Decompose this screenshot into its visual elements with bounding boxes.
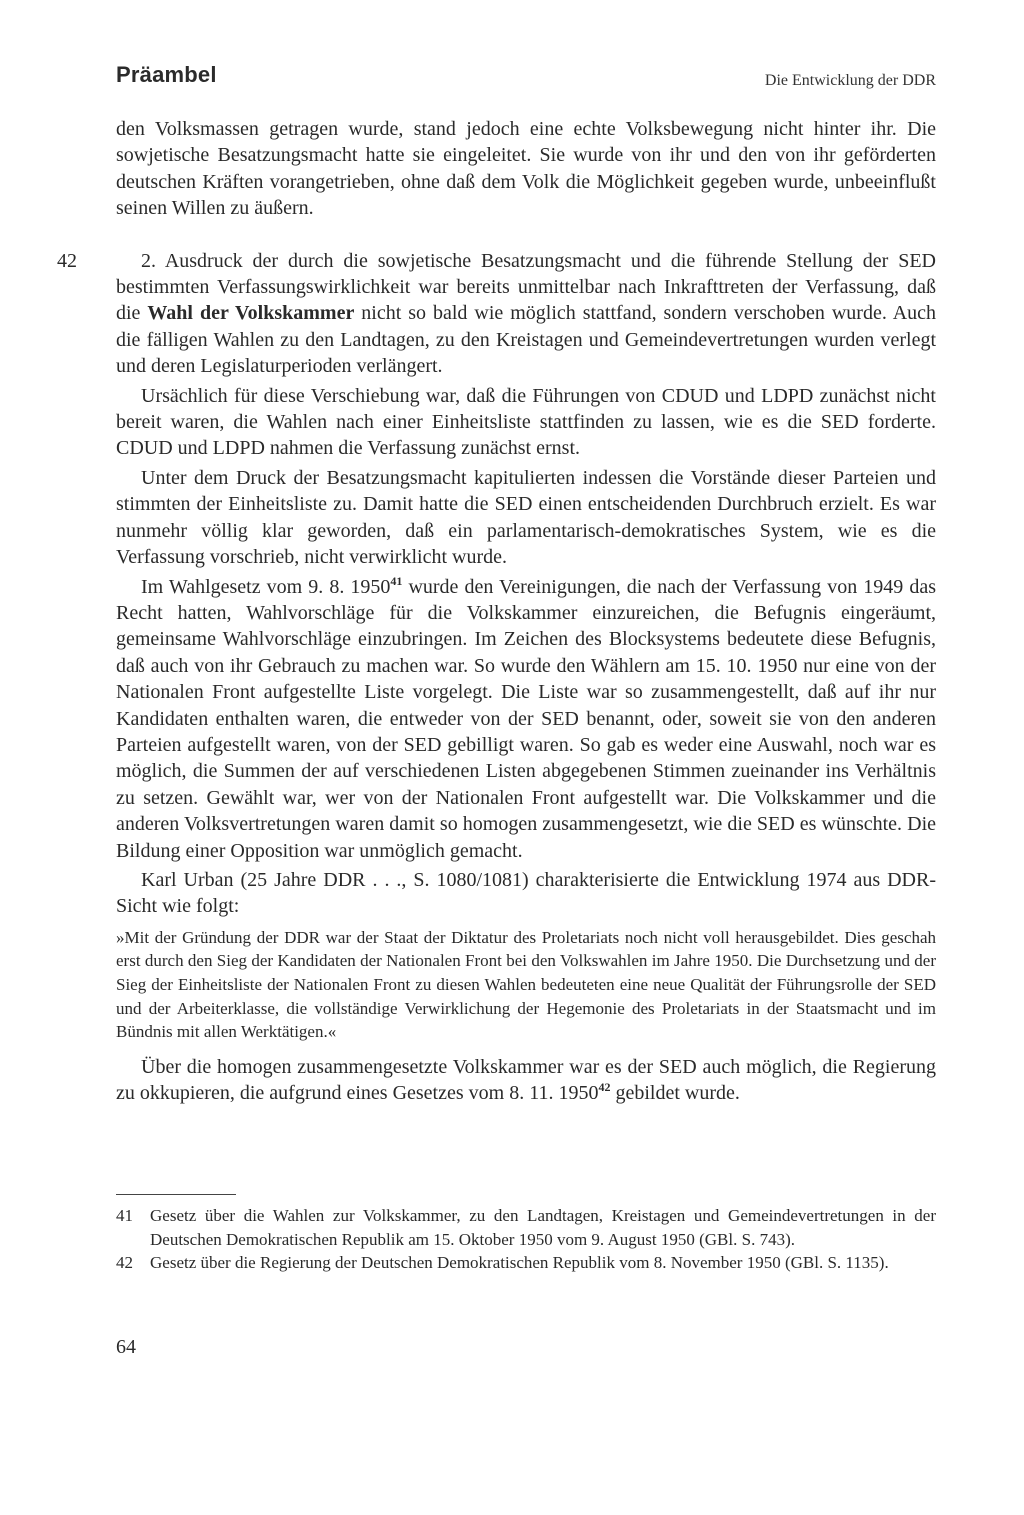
main-text xyxy=(57,116,937,1107)
page-header xyxy=(116,62,936,92)
running-title: Die Entwicklung der DDR xyxy=(764,72,936,89)
footnote-divider xyxy=(116,1194,236,1195)
keyword-wahl-der-volkskammer: Wahl der Volkskammer xyxy=(147,302,355,325)
footnote-41 xyxy=(116,1204,936,1251)
footnote-text: Gesetz über die Regierung der Deutschen Demokratischen Republik vom 8. November 1950 (GBl. S. 1135). xyxy=(150,1253,889,1272)
paragraph-wahlgesetz xyxy=(116,574,936,864)
footnote-42 xyxy=(116,1251,936,1275)
footnotes xyxy=(116,1204,936,1275)
paragraph-karl-urban: Karl Urban (25 Jahre DDR . . ., S. 1080/1081) charakterisierte die Entwicklung 1974 aus DDR-Sicht wie folgt: xyxy=(116,868,936,918)
paragraph-regierung-end: gebildet wurde. xyxy=(610,1082,740,1105)
footnote-ref-42[interactable]: 42 xyxy=(598,1080,611,1095)
paragraph-continuation: den Volksmassen getragen wurde, stand jedoch eine echte Volksbewegung nicht hinter ihr. Die sowjetische Besatzungsmacht hatte sie eingeleitet. Sie wurde von ihr und den von ihr geförderten deutschen Kräften vorangetrieben, ohne daß dem Volk die Möglichkeit gegeben wurde, unbeeinflußt seinen Willen zu äußern. xyxy=(116,118,936,220)
paragraph-42-end: nicht so bald wie möglich stattfand, sondern verschoben wurde. Auch die fälligen Wahlen zu den Landtagen, zu den Kreistagen und Gemeindevertretungen wurden verlegt und deren Legislaturperioden verlängert. xyxy=(116,302,937,378)
paragraph-42-start: 2. Ausdruck der durch die sowjetische Besatzungsmacht und die führende Stellung der SED bestimmten Verfassungswirklichkeit war bereits unmittelbar nach Inkrafttreten der Verfassung, daß die xyxy=(116,249,936,325)
paragraph-42 xyxy=(57,248,937,380)
paragraph-regierung-start: Über die homogen zusammengesetzte Volkskammer war es der SED auch möglich, die Regierung zu okkupieren, die aufgrund eines Gesetzes vom 8. 11. 1950 xyxy=(116,1055,936,1105)
paragraph-regierung xyxy=(116,1054,936,1107)
paragraph-wahlgesetz-start: Im Wahlgesetz vom 9. 8. 1950 xyxy=(141,575,391,598)
footnote-number: 42 xyxy=(116,1253,133,1272)
margin-number: 42 xyxy=(57,249,77,272)
footnote-ref-41[interactable]: 41 xyxy=(390,573,403,588)
footnote-number: 41 xyxy=(116,1206,133,1225)
section-title: Präambel xyxy=(116,62,217,87)
paragraph-ursaechlich: Ursächlich für diese Verschiebung war, daß die Führungen von CDUD und LDPD zunächst nicht bereit waren, die Wahlen nach einer Einheitsliste stattfinden zu lassen, wie es die SED forderte. CDUD und LDPD nahmen die Verfassung zunächst ernst. xyxy=(116,384,936,460)
footnote-text: Gesetz über die Wahlen zur Volkskammer, zu den Landtagen, Kreistagen und Gemeindevertretungen in der Deutschen Demokratischen Republik am 15. Oktober 1950 vom 9. August 1950 (GBl. S. 743). xyxy=(150,1206,936,1249)
paragraph-wahlgesetz-end: wurde den Vereinigungen, die nach der Verfassung von 1949 das Recht hatten, Wahlvorschläge für die Volkskammer einzureichen, die Befugnis eingeräumt, gemeinsame Wahlvorschläge einzubringen. Im Zeichen des Blocksystems bedeutete diese Befugnis, daß auch von ihr Gebrauch zu machen war. So wurde den Wählern am 15. 10. 1950 nur eine von der Nationalen Front aufgestellte Liste vorgelegt. Die Liste war so zusammengestellt, daß auf ihr nur Kandidaten enthalten waren, die entweder von der SED benannt, oder, soweit sie von den anderen Parteien aufgestellt waren, von der SED gebilligt waren. So gab es weder eine Auswahl, noch war es möglich, die Summen der auf verschiedenen Listen abgegebenen Stimmen zueinander ins Verhältnis zu setzen. Gewählt war, wer von der Nationalen Front aufgestellt war. Die Volkskammer und die anderen Volksvertretungen waren damit so homogen zusammengesetzt, wie die SED es wünschte. Die Bildung einer Opposition war unmöglich gemacht. xyxy=(116,575,936,862)
block-quote: »Mit der Gründung der DDR war der Staat der Diktatur des Proletariats noch nicht voll herausgebildet. Dies geschah erst durch den Sieg der Kandidaten der Nationalen Front bei den Volkswahlen im Jahre 1950. Die Durchsetzung und der Sieg der Einheitsliste der Nationalen Front zu diesen Wahlen bedeuteten eine neue Qualität der Führungsrolle der SED und der Arbeiterklasse, die vollständige Verwirklichung der Hegemonie des Proletariats in der Staatsmacht und im Bündnis mit allen Werktätigen.« xyxy=(116,927,936,1042)
paragraph-unter-dem-druck: Unter dem Druck der Besatzungsmacht kapitulierten indessen die Vorstände dieser Parteien und stimmten der Einheitsliste zu. Damit hatte die SED einen entscheidenden Durchbruch erzielt. Es war nunmehr völlig klar geworden, daß ein parlamentarisch-demokratisches System, wie es die Verfassung vorschrieb, nicht verwirklicht wurde. xyxy=(116,466,936,569)
page-number: 64 xyxy=(116,1336,136,1358)
